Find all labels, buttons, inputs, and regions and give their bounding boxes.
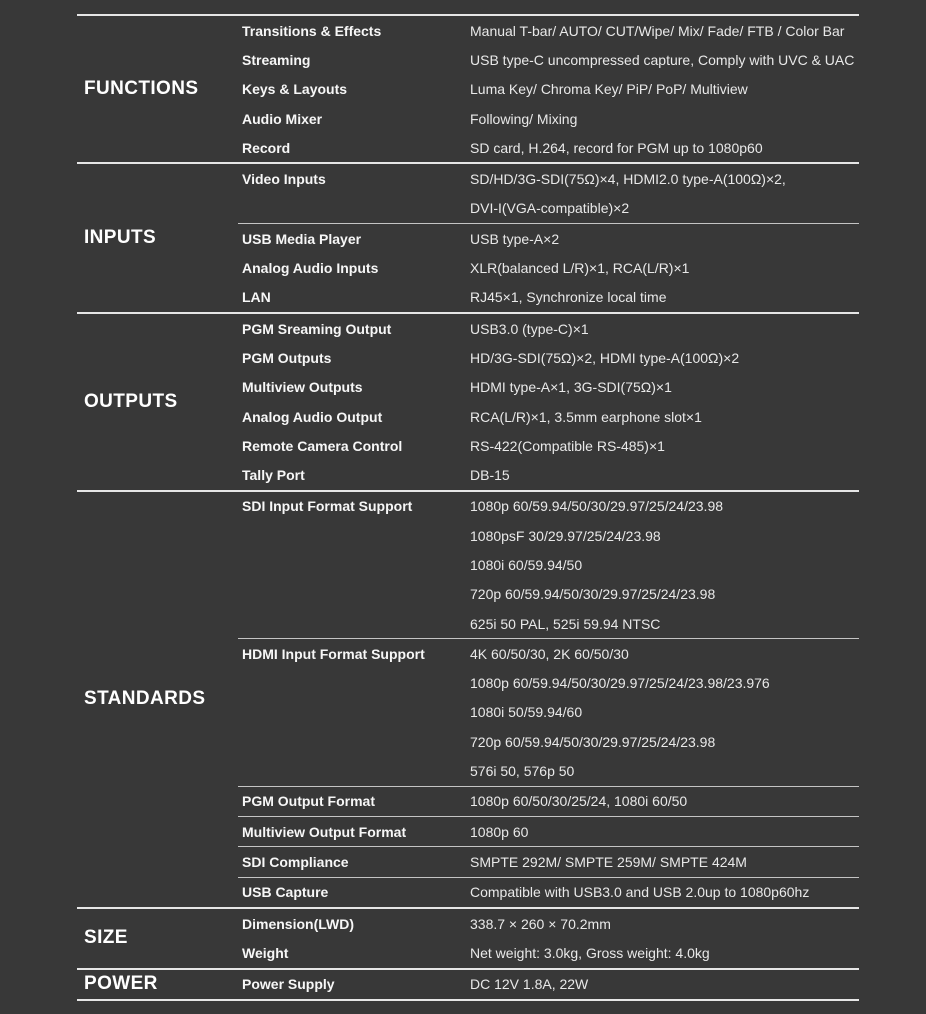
spec-parameter-label: PGM Output Format — [242, 793, 375, 810]
spec-row — [238, 431, 859, 460]
spec-value: Manual T-bar/ AUTO/ CUT/Wipe/ Mix/ Fade/ FTB / Color Bar — [470, 22, 845, 39]
spec-value: HDMI type-A×1, 3G-SDI(75Ω)×1 — [470, 379, 672, 396]
spec-parameter-label: Multiview Outputs — [242, 379, 363, 396]
section-title: OUTPUTS — [84, 390, 178, 412]
spec-value-list — [466, 283, 859, 312]
spec-value-list — [466, 314, 859, 343]
spec-row — [238, 164, 859, 223]
section-blocks — [238, 314, 859, 490]
spec-row — [238, 909, 859, 938]
spec-value-list — [466, 16, 859, 45]
section-title: SIZE — [84, 927, 128, 949]
spec-value: SD card, H.264, record for PGM up to 1080p60 — [470, 139, 763, 156]
section-blocks — [238, 164, 859, 311]
spec-parameter-label: Keys & Layouts — [242, 81, 348, 98]
spec-value: 720p 60/59.94/50/30/29.97/25/24/23.98 — [470, 586, 716, 603]
spec-value-list — [466, 253, 859, 282]
spec-block — [238, 492, 859, 638]
spec-section — [77, 968, 859, 999]
spec-value: XLR(balanced L/R)×1, RCA(L/R)×1 — [470, 260, 690, 277]
spec-value: 1080p 60/59.94/50/30/29.97/25/24/23.98/23.976 — [470, 675, 770, 692]
spec-parameter-label: LAN — [242, 289, 271, 306]
spec-value: Luma Key/ Chroma Key/ PiP/ PoP/ Multiview — [470, 81, 748, 98]
spec-value: USB type-C uncompressed capture, Comply with UVC & UAC — [470, 51, 855, 68]
spec-parameter-label: Video Inputs — [242, 171, 326, 188]
spec-value-list — [466, 224, 859, 253]
spec-table — [77, 14, 859, 1001]
spec-parameter-label: Audio Mixer — [242, 110, 323, 127]
spec-section — [77, 162, 859, 311]
spec-parameter-label: Analog Audio Output — [242, 408, 383, 425]
spec-value-list — [466, 847, 859, 876]
spec-block — [238, 164, 859, 223]
spec-value: SD/HD/3G-SDI(75Ω)×4, HDMI2.0 type-A(100Ω)×2, — [470, 171, 786, 188]
spec-parameter-label: Streaming — [242, 51, 311, 68]
section-title: FUNCTIONS — [84, 78, 199, 100]
spec-value-list — [466, 787, 859, 816]
spec-value: 1080p 60/59.94/50/30/29.97/25/24/23.98 — [470, 498, 724, 515]
spec-value-list — [466, 343, 859, 372]
spec-value-list — [466, 970, 859, 999]
spec-value: USB3.0 (type-C)×1 — [470, 320, 589, 337]
spec-parameter-label: Weight — [242, 944, 289, 961]
spec-value-list — [466, 460, 859, 489]
spec-row — [238, 45, 859, 74]
spec-value-list — [466, 431, 859, 460]
spec-block — [238, 970, 859, 999]
spec-block — [238, 223, 859, 312]
spec-value-list — [466, 75, 859, 104]
spec-value: 1080i 50/59.94/60 — [470, 704, 583, 721]
spec-value: RJ45×1, Synchronize local time — [470, 289, 667, 306]
spec-value: RS-422(Compatible RS-485)×1 — [470, 437, 665, 454]
spec-block — [238, 877, 859, 907]
spec-value: Following/ Mixing — [470, 110, 578, 127]
spec-value-list — [466, 909, 859, 938]
section-title: INPUTS — [84, 227, 157, 249]
spec-value-list — [466, 938, 859, 967]
spec-block — [238, 314, 859, 490]
spec-value: HD/3G-SDI(75Ω)×2, HDMI type-A(100Ω)×2 — [470, 349, 740, 366]
spec-section — [77, 312, 859, 490]
spec-row — [238, 373, 859, 402]
spec-parameter-label: Tally Port — [242, 467, 305, 484]
spec-block — [238, 816, 859, 846]
spec-row — [238, 314, 859, 343]
section-title: POWER — [84, 973, 158, 995]
section-title: STANDARDS — [84, 688, 206, 710]
spec-block — [238, 638, 859, 785]
spec-row — [238, 402, 859, 431]
spec-value: 625i 50 PAL, 525i 59.94 NTSC — [470, 615, 661, 632]
section-blocks — [238, 492, 859, 907]
spec-value-list — [466, 45, 859, 74]
spec-value-list — [466, 492, 859, 638]
spec-value: Net weight: 3.0kg, Gross weight: 4.0kg — [470, 944, 710, 961]
spec-parameter-label: Transitions & Effects — [242, 22, 382, 39]
spec-value: 338.7 × 260 × 70.2mm — [470, 915, 611, 932]
spec-value-list — [466, 402, 859, 431]
spec-value: DVI-I(VGA-compatible)×2 — [470, 200, 630, 217]
spec-value: RCA(L/R)×1, 3.5mm earphone slot×1 — [470, 408, 702, 425]
spec-parameter-label: PGM Sreaming Output — [242, 320, 392, 337]
spec-value: USB type-A×2 — [470, 230, 560, 247]
spec-value: DB-15 — [470, 467, 510, 484]
spec-row — [238, 817, 859, 846]
spec-value-list — [466, 878, 859, 907]
spec-parameter-label: PGM Outputs — [242, 349, 332, 366]
spec-value: 1080psF 30/29.97/25/24/23.98 — [470, 527, 661, 544]
section-blocks — [238, 970, 859, 999]
spec-value: DC 12V 1.8A, 22W — [470, 976, 589, 993]
spec-value: 576i 50, 576p 50 — [470, 763, 575, 780]
spec-parameter-label: HDMI Input Format Support — [242, 645, 425, 662]
spec-row — [238, 253, 859, 282]
spec-value: 1080i 60/59.94/50 — [470, 556, 583, 573]
spec-row — [238, 75, 859, 104]
section-blocks — [238, 909, 859, 968]
spec-row — [238, 787, 859, 816]
section-blocks — [238, 16, 859, 162]
spec-row — [238, 133, 859, 162]
spec-row — [238, 938, 859, 967]
spec-row — [238, 847, 859, 876]
spec-row — [238, 224, 859, 253]
spec-parameter-label: Multiview Output Format — [242, 823, 407, 840]
spec-value-list — [466, 104, 859, 133]
spec-parameter-label: SDI Compliance — [242, 853, 349, 870]
spec-row — [238, 639, 859, 785]
spec-value: 4K 60/50/30, 2K 60/50/30 — [470, 645, 629, 662]
spec-row — [238, 343, 859, 372]
spec-block — [238, 786, 859, 816]
spec-parameter-label: USB Media Player — [242, 230, 362, 247]
spec-row — [238, 283, 859, 312]
spec-value-list — [466, 164, 859, 223]
spec-row — [238, 104, 859, 133]
spec-row — [238, 878, 859, 907]
spec-parameter-label: Analog Audio Inputs — [242, 260, 379, 277]
spec-value: 1080p 60/50/30/25/24, 1080i 60/50 — [470, 793, 688, 810]
spec-section — [77, 490, 859, 907]
spec-row — [238, 970, 859, 999]
spec-block — [238, 909, 859, 968]
spec-value-list — [466, 133, 859, 162]
spec-value: SMPTE 292M/ SMPTE 259M/ SMPTE 424M — [470, 853, 747, 870]
spec-value: 720p 60/59.94/50/30/29.97/25/24/23.98 — [470, 733, 716, 750]
spec-value-list — [466, 639, 859, 785]
spec-row — [238, 16, 859, 45]
spec-parameter-label: SDI Input Format Support — [242, 498, 413, 515]
spec-value-list — [466, 373, 859, 402]
spec-value: Compatible with USB3.0 and USB 2.0up to 1080p60hz — [470, 884, 810, 901]
spec-parameter-label: Power Supply — [242, 976, 335, 993]
spec-value-list — [466, 817, 859, 846]
spec-section — [77, 14, 859, 162]
spec-parameter-label: Record — [242, 139, 291, 156]
spec-parameter-label: Remote Camera Control — [242, 437, 403, 454]
spec-parameter-label: Dimension(LWD) — [242, 915, 354, 932]
spec-section — [77, 907, 859, 968]
spec-row — [238, 492, 859, 638]
spec-block — [238, 16, 859, 162]
spec-row — [238, 460, 859, 489]
spec-parameter-label: USB Capture — [242, 884, 329, 901]
spec-block — [238, 846, 859, 876]
spec-value: 1080p 60 — [470, 823, 529, 840]
